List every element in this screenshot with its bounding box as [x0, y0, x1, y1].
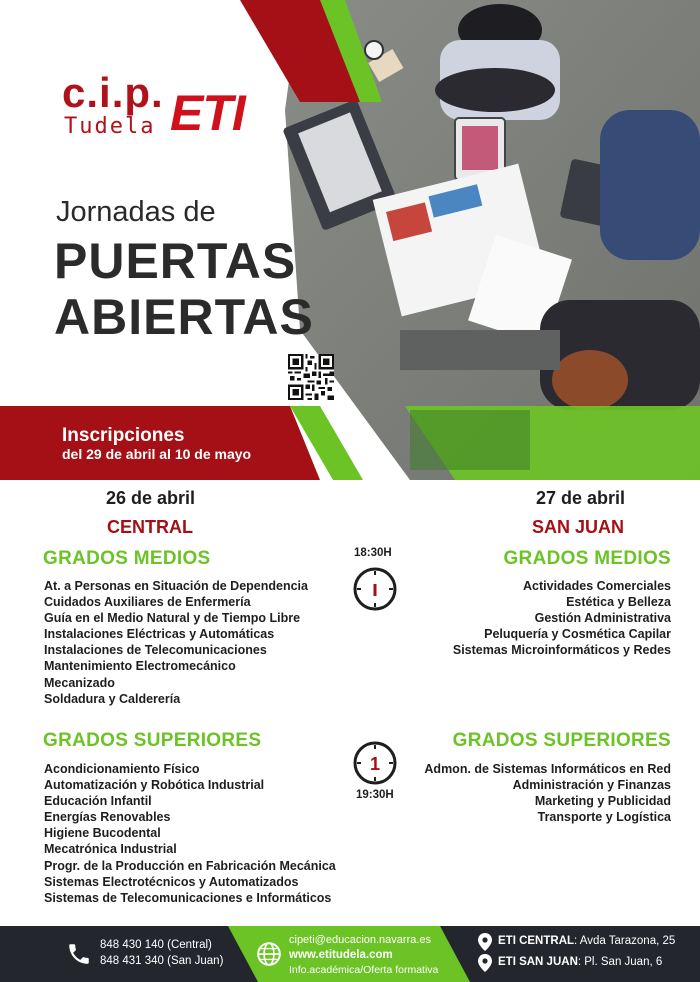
logo-eti: ETI [170, 85, 245, 141]
right-medios-title: GRADOS MEDIOS [503, 548, 671, 569]
list-item: Transporte y Logística [537, 810, 671, 825]
list-item: Cuidados Auxiliares de Enfermería [44, 595, 251, 610]
time-superiores: 19:30H [356, 789, 394, 801]
headline-jornadas: Jornadas de [56, 196, 216, 228]
inscripciones-dates: del 29 de abril al 10 de mayo [62, 446, 252, 462]
list-item: Peluquería y Cosmética Capilar [484, 627, 671, 642]
list-item: Actividades Comerciales [523, 579, 671, 593]
list-item: Educación Infantil [44, 794, 152, 809]
clock-icon [352, 740, 398, 786]
list-item: Progr. de la Producción en Fabricación Mecánica [44, 858, 336, 873]
right-medios-list [453, 578, 671, 658]
inscripciones-title: Inscripciones [62, 425, 185, 446]
footer-address-central-value: : Avda Tarazona, 25 [574, 935, 676, 947]
qr-code-icon[interactable] [288, 354, 334, 400]
map-pin-icon [478, 933, 492, 951]
clock-icon [352, 566, 398, 612]
list-item: Mantenimiento Electromecánico [44, 659, 236, 674]
list-item: Automatización y Robótica Industrial [44, 778, 265, 793]
footer-address-sanjuan-value: : Pl. San Juan, 6 [577, 956, 663, 968]
footer-address-sanjuan [498, 957, 662, 969]
logo-cip: c.i.p. [62, 69, 164, 116]
list-item: Sistemas Electrotécnicos y Automatizados [44, 874, 299, 889]
list-item: Gestión Administrativa [534, 611, 671, 626]
clock-number: 1 [369, 754, 381, 774]
list-item: Administración y Finanzas [512, 778, 671, 793]
list-item: Instalaciones Eléctricas y Automáticas [44, 627, 275, 642]
list-item: Soldadura y Calderería [44, 691, 181, 706]
left-campus: CENTRAL [107, 517, 193, 537]
list-item: Higiene Bucodental [44, 826, 161, 841]
footer-info: Info.académica/Oferta formativa [289, 964, 439, 976]
headline-puertas: PUERTAS [54, 233, 297, 289]
list-item: Sistemas de Telecomunicaciones e Informáticos [44, 890, 332, 905]
footer-address-central-label: ETI CENTRAL [498, 935, 575, 947]
map-pin-icon [478, 954, 492, 972]
footer-email[interactable]: cipeti@educacion.navarra.es [289, 934, 432, 946]
footer-phone-central[interactable]: 848 430 140 (Central) [100, 939, 212, 951]
list-item: Estética y Belleza [566, 595, 671, 610]
left-medios-title: GRADOS MEDIOS [43, 548, 211, 569]
left-medios-list [44, 578, 308, 707]
globe-icon [256, 941, 282, 967]
footer-phone-sanjuan[interactable]: 848 431 340 (San Juan) [100, 955, 224, 967]
logo-tudela: Tudela [64, 114, 156, 139]
list-item: Instalaciones de Telecomunicaciones [44, 643, 267, 658]
phone-icon [66, 941, 92, 967]
headline-abiertas: ABIERTAS [54, 289, 314, 345]
list-item: Sistemas Microinformáticos y Redes [452, 643, 671, 658]
list-item: At. a Personas en Situación de Dependencia [44, 579, 308, 593]
left-superiores-title: GRADOS SUPERIORES [43, 730, 262, 751]
list-item: Mecatrónica Industrial [44, 842, 177, 857]
right-campus: SAN JUAN [532, 517, 625, 537]
list-item: Marketing y Publicidad [534, 794, 671, 809]
left-date: 26 de abril [106, 488, 196, 508]
footer-address-central [498, 936, 675, 948]
list-item: Mecanizado [44, 675, 115, 690]
right-superiores-title: GRADOS SUPERIORES [452, 730, 671, 751]
list-item: Guía en el Medio Natural y de Tiempo Libre [44, 611, 301, 626]
right-superiores-list [424, 761, 671, 825]
list-item: Admon. de Sistemas Informáticos en Red [424, 762, 671, 776]
time-medios: 18:30H [354, 547, 392, 559]
left-superiores-list [44, 761, 336, 906]
footer-address-sanjuan-label: ETI SAN JUAN [498, 956, 578, 968]
right-date: 27 de abril [536, 488, 626, 508]
list-item: Energías Renovables [44, 810, 171, 825]
footer-web[interactable]: www.etitudela.com [289, 949, 393, 961]
list-item: Acondicionamiento Físico [44, 762, 200, 776]
